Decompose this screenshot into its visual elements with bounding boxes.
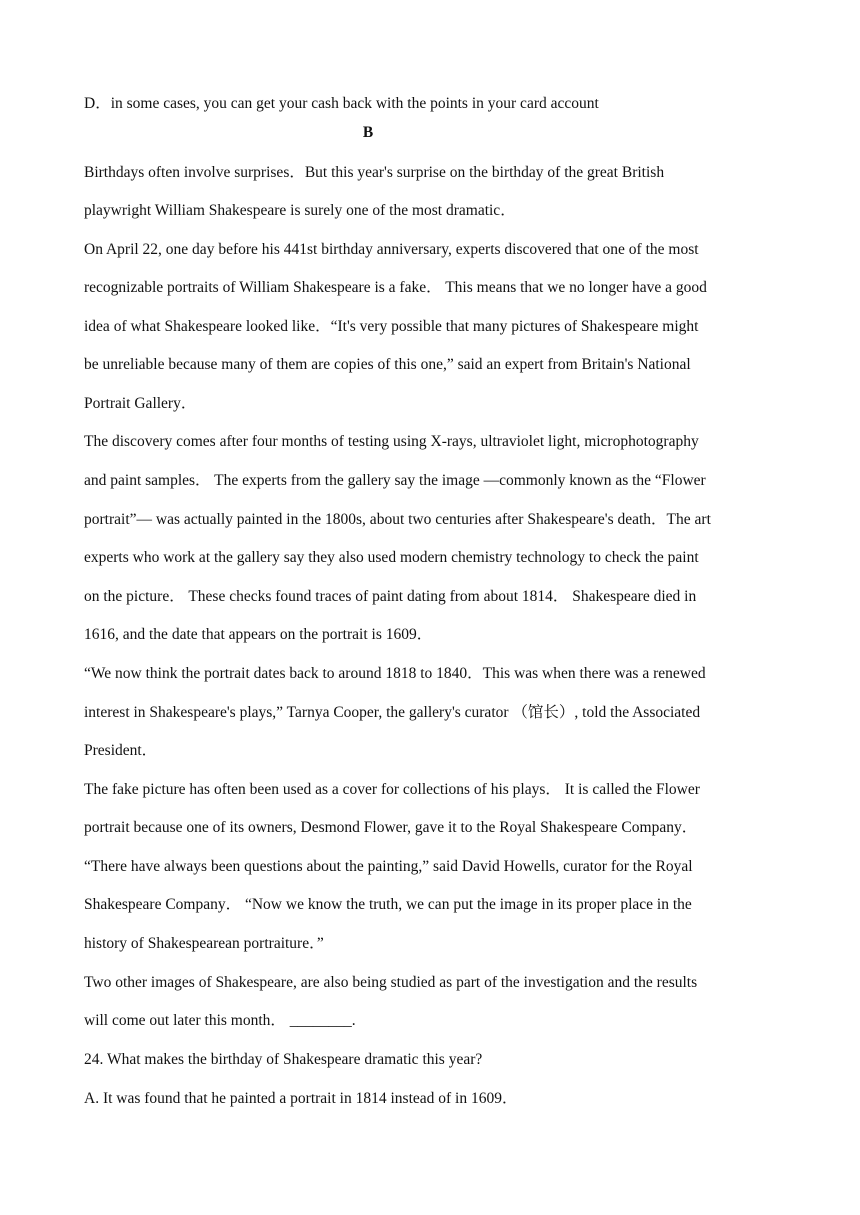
passage-line: interest in Shakespeare's plays,” Tarnya Cooper, the gallery's curator （馆长）, told the Associated [84,704,701,721]
passage-line: On April 22, one day before his 441st birthday anniversary, experts discovered that one of the most [84,241,699,258]
question-24-option-a: A. It was found that he painted a portrait in 1814 instead of in 1609． [84,1090,518,1107]
passage-line: President． [84,742,158,759]
passage-line: Two other images of Shakespeare, are also being studied as part of the investigation and the results [84,974,698,991]
passage-line: history of Shakespearean portraiture．” [84,935,324,952]
passage-line: Shakespeare Company． “Now we know the truth, we can put the image in its proper place in the [84,896,692,913]
passage-line: portrait because one of its owners, Desmond Flower, gave it to the Royal Shakespeare Company． [84,819,698,836]
passage-line: and paint samples． The experts from the gallery say the image —commonly known as the “Flower [84,472,706,489]
passage-line: idea of what Shakespeare looked like．“It's very possible that many pictures of Shakespeare might [84,318,699,335]
section-heading: B [362,124,374,141]
passage-line: portrait”— was actually painted in the 1800s, about two centuries after Shakespeare's death．The art [84,511,711,528]
passage-line: recognizable portraits of William Shakespeare is a fake． This means that we no longer have a good [84,279,707,296]
passage-line: “We now think the portrait dates back to around 1818 to 1840．This was when there was a renewed [84,665,706,682]
passage-line: The fake picture has often been used as a cover for collections of his plays． It is called the Flower [84,781,700,798]
passage-line: be unreliable because many of them are copies of this one,” said an expert from Britain's National [84,356,691,373]
passage-line: playwright William Shakespeare is surely one of the most dramatic． [84,202,516,219]
passage-line: Birthdays often involve surprises．But this year's surprise on the birthday of the great British [84,164,665,181]
question-24: 24. What makes the birthday of Shakespeare dramatic this year? [84,1051,483,1068]
passage-line: Portrait Gallery． [84,395,197,412]
passage-line: on the picture． These checks found traces of paint dating from about 1814． Shakespeare died in [84,588,697,605]
passage-line-with-blank: will come out later this month． ________. [84,1012,356,1029]
passage-line: “There have always been questions about the painting,” said David Howells, curator for the Royal [84,858,693,875]
passage-line: The discovery comes after four months of testing using X-rays, ultraviolet light, microphotography [84,433,699,450]
passage-line: experts who work at the gallery say they also used modern chemistry technology to check the paint [84,549,699,566]
passage-line: 1616, and the date that appears on the portrait is 1609． [84,626,433,643]
previous-question-option-d: D．in some cases, you can get your cash back with the points in your card account [84,95,599,112]
